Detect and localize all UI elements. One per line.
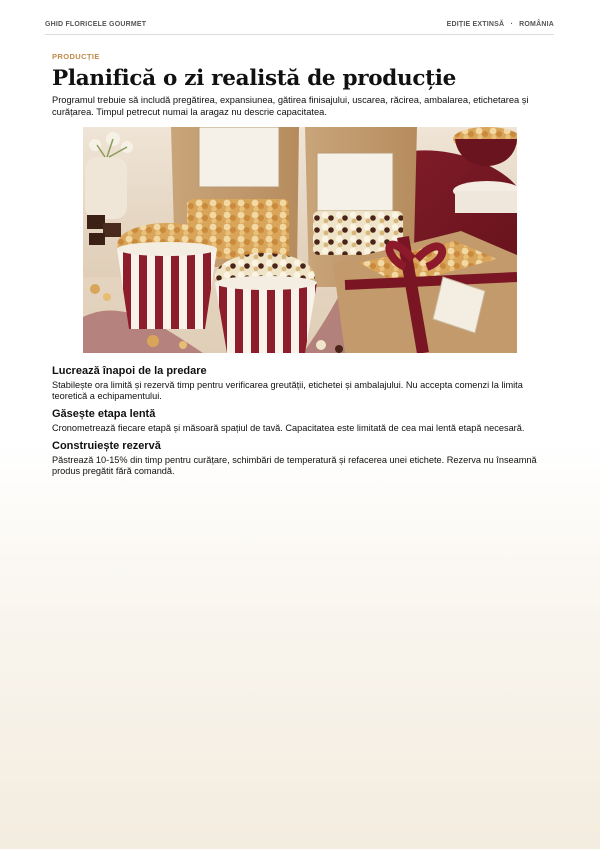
section-body: Păstrează 10-15% din timp pentru curățare, schimbări de temperatură și refacerea unei etichete. Rezerva nu înseamnă produs pregătit fără comandă. [52, 455, 537, 476]
edition-label: EDIȚIE EXTINSĂ [446, 20, 505, 28]
section-build-buffer [52, 440, 542, 477]
lede-paragraph: Programul trebuie să includă pregătirea, expansiunea, gătirea finisajului, uscarea, răcirea, ambalarea, etichetarea și curățarea. Timpul petrecut numai la aragaz nu descrie capacitatea. [52, 95, 529, 117]
article [52, 52, 552, 476]
section-heading: Construiește rezervă [52, 440, 161, 452]
section-kicker: PRODUCȚIE [52, 52, 100, 61]
running-header [45, 14, 554, 35]
section-body: Stabilește ora limită și rezervă timp pentru verificarea greutății, etichetei și ambalajului. Nu accepta comenzi la limita teoretică a echipamentului. [52, 380, 523, 401]
photo-illustration [83, 127, 517, 353]
section-work-backwards [52, 365, 542, 402]
section-body: Cronometrează fiecare etapă și măsoară spațiul de tavă. Capacitatea este limitată de cea mai lentă etapă necesară. [52, 423, 525, 433]
separator: · [510, 20, 513, 28]
edition-info [447, 21, 554, 28]
page-title: Planifică o zi realistă de producție [52, 66, 457, 91]
section-heading: Găsește etapa lentă [52, 408, 156, 420]
popcorn-product-photo [83, 127, 517, 353]
brand-label: GHID FLORICELE GOURMET [45, 20, 147, 28]
country-label: ROMÂNIA [519, 20, 554, 28]
section-list [52, 365, 542, 483]
section-find-slow-step [52, 408, 542, 434]
section-heading: Lucrează înapoi de la predare [52, 365, 207, 377]
